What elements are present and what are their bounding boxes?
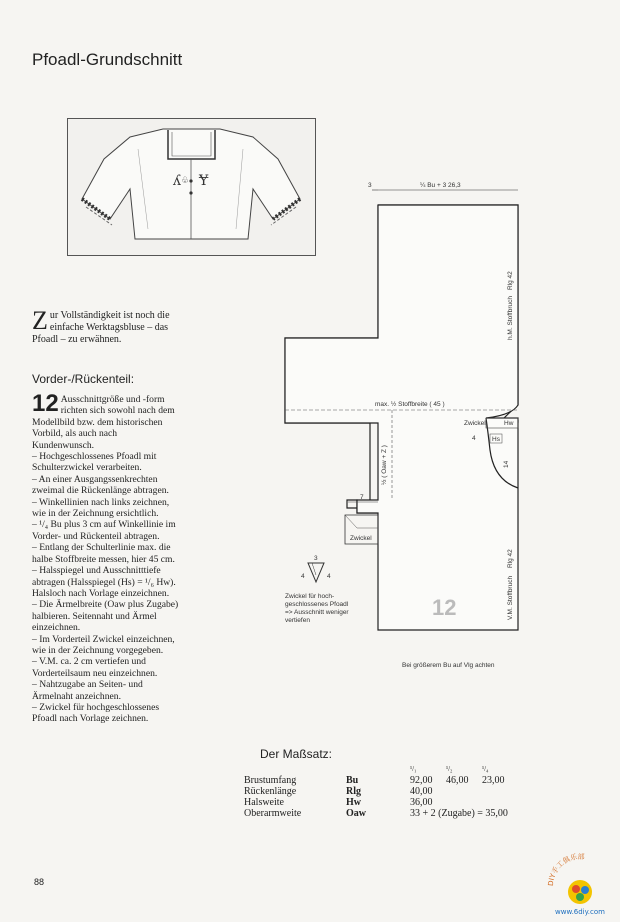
fraction-header: ¹/₂ <box>446 765 453 773</box>
row-abbr: Hw <box>346 797 361 808</box>
gusset-triangle <box>308 563 324 582</box>
intro-dropcap: Z <box>32 306 48 335</box>
table-row <box>244 808 518 819</box>
pattern-outline <box>285 205 518 630</box>
watermark-logo <box>545 852 615 922</box>
rlg-front-label: Rlg 42 <box>507 549 514 568</box>
oaw-label: ½ ( Oaw + Z ) <box>381 445 388 485</box>
instruction-paragraph: – Hochgeschlossenes Pfoadl mit Schulterzwickel verarbeiten. <box>32 451 157 474</box>
intro-paragraph <box>32 306 180 346</box>
row-value: 36,00 <box>410 797 433 808</box>
instruction-paragraph: – An einer Ausgangssenkrechten zweimal die Rückenlänge abtragen. <box>32 473 169 497</box>
row-value: 92,00 <box>410 775 433 786</box>
instruction-paragraph: – V.M. ca. 2 cm vertiefen und Vorderteilsaum neu einzeichnen. <box>32 656 158 679</box>
row-value: 23,00 <box>482 775 505 786</box>
instruction-paragraph: – Entlang der Schulterlinie max. die halbe Stoffbreite messen, hier 45 cm. <box>32 542 175 565</box>
gusset-left: 4 <box>301 573 305 580</box>
table-row <box>244 797 518 808</box>
row-abbr: Rlg <box>346 786 361 797</box>
top-left-mark: 3 <box>368 182 372 189</box>
top-measure-label: ¼ Bu + 3 26,3 <box>420 182 461 189</box>
watermark-text-bottom: www.6diy.com <box>555 908 605 916</box>
svg-text:♧: ♧ <box>181 176 190 186</box>
page-title: Pfoadl-Grundschnitt <box>32 50 183 69</box>
svg-text:ʎ: ʎ <box>173 173 181 189</box>
row-label: Brustumfang <box>244 775 297 786</box>
instruction-paragraph: – ¹/₄ Bu plus 3 cm auf Winkellinie im Vorder- und Rückenteil abtragen. <box>32 519 176 542</box>
hm-label: h.M. Stoffbruch <box>507 296 514 340</box>
instructions <box>32 390 180 725</box>
gusset-note-line: geschlossenes Pfoadl <box>285 601 349 608</box>
measurements-title: Der Maßsatz: <box>260 747 333 761</box>
instruction-paragraph: – Die Ärmelbreite (Oaw plus Zugabe) halbieren. Seitennaht und Ärmel einzeichnen. <box>32 599 179 634</box>
row-label: Oberarmweite <box>244 808 302 819</box>
four-label: 4 <box>472 435 476 442</box>
pattern-diagram <box>250 170 550 680</box>
gusset-note-line: => Ausschnitt weniger <box>285 609 349 616</box>
fraction-header: ¹/₁ <box>410 765 417 773</box>
section-heading: Vorder-/Rückenteil: <box>32 372 135 386</box>
gusset-top: 3 <box>314 555 318 562</box>
instruction-paragraph: – Zwickel für hochgeschlossenes Pfoadl nach Vorlage zeichnen. <box>32 701 160 725</box>
watermark-logo-graphic <box>545 852 615 917</box>
bottom-note: Bei größerem Bu auf Vlg achten <box>402 662 495 669</box>
svg-text:Ɏ: Ɏ <box>199 173 209 189</box>
instruction-paragraph: – Im Vorderteil Zwickel einzeichnen, wie in der Zeichnung vorgegeben. <box>32 633 175 656</box>
row-abbr: Bu <box>346 775 359 786</box>
rlg-back-label: Rlg 42 <box>507 271 514 290</box>
instructions-dropcap: 12 <box>32 390 59 417</box>
hs-label: Hs <box>492 436 500 443</box>
zwickel-label: Zwickel <box>350 535 372 542</box>
zwickel-small-label: Zwickel <box>464 420 486 427</box>
gusset-note-line: vertiefen <box>285 617 310 624</box>
gusset-right: 4 <box>327 573 331 580</box>
row-label: Rückenlänge <box>244 786 297 797</box>
page-number: 88 <box>34 877 45 887</box>
fraction-header: ¹/₄ <box>482 765 489 773</box>
gusset-note-line: Zwickel für hoch- <box>285 593 335 600</box>
instruction-paragraph: – Nahtzugabe an Seiten- und Ärmelnaht anzeichnen. <box>32 679 143 702</box>
row-value: 46,00 <box>446 775 469 786</box>
instruction-paragraph: – Winkellinien nach links zeichnen, wie in der Zeichnung ersichtlich. <box>32 496 170 520</box>
instruction-paragraph: – Halsspiegel und Ausschnitttiefe abtragen (Halsspiegel (Hs) = ¹/₆ Hw). Halsloch nach Vorlage einzeichnen. <box>32 565 176 599</box>
vm-label: V.M. Stoffbruch <box>507 575 514 620</box>
seven-label: 7 <box>360 494 364 501</box>
row-value: 40,00 <box>410 786 433 797</box>
max-width-label: max. ½ Stoffbreite ( 45 ) <box>375 401 445 408</box>
row-value: 33 + 2 (Zugabe) = 35,00 <box>410 808 508 819</box>
fourteen-label: 14 <box>503 460 510 468</box>
hw-label: Hw <box>504 420 514 427</box>
row-abbr: Oaw <box>346 808 366 819</box>
table-row <box>244 786 518 797</box>
row-label: Halsweite <box>244 797 284 808</box>
measurements-table <box>244 764 518 819</box>
table-header-row <box>244 764 518 775</box>
watermark-text-top: DIY手工俱乐部 <box>546 852 585 887</box>
instruction-paragraph: Ausschnittgröße und -form richten sich sowohl nach dem Modellbild bzw. dem historischen Vorbild, als auch nach Kundenwunsch. <box>32 394 175 451</box>
piece-number: 12 <box>432 595 457 620</box>
table-row <box>244 775 518 786</box>
intro-text: ur Vollständigkeit ist noch die einfache Werktagsbluse – das Pfoadl – zu erwähnen. <box>32 310 170 345</box>
